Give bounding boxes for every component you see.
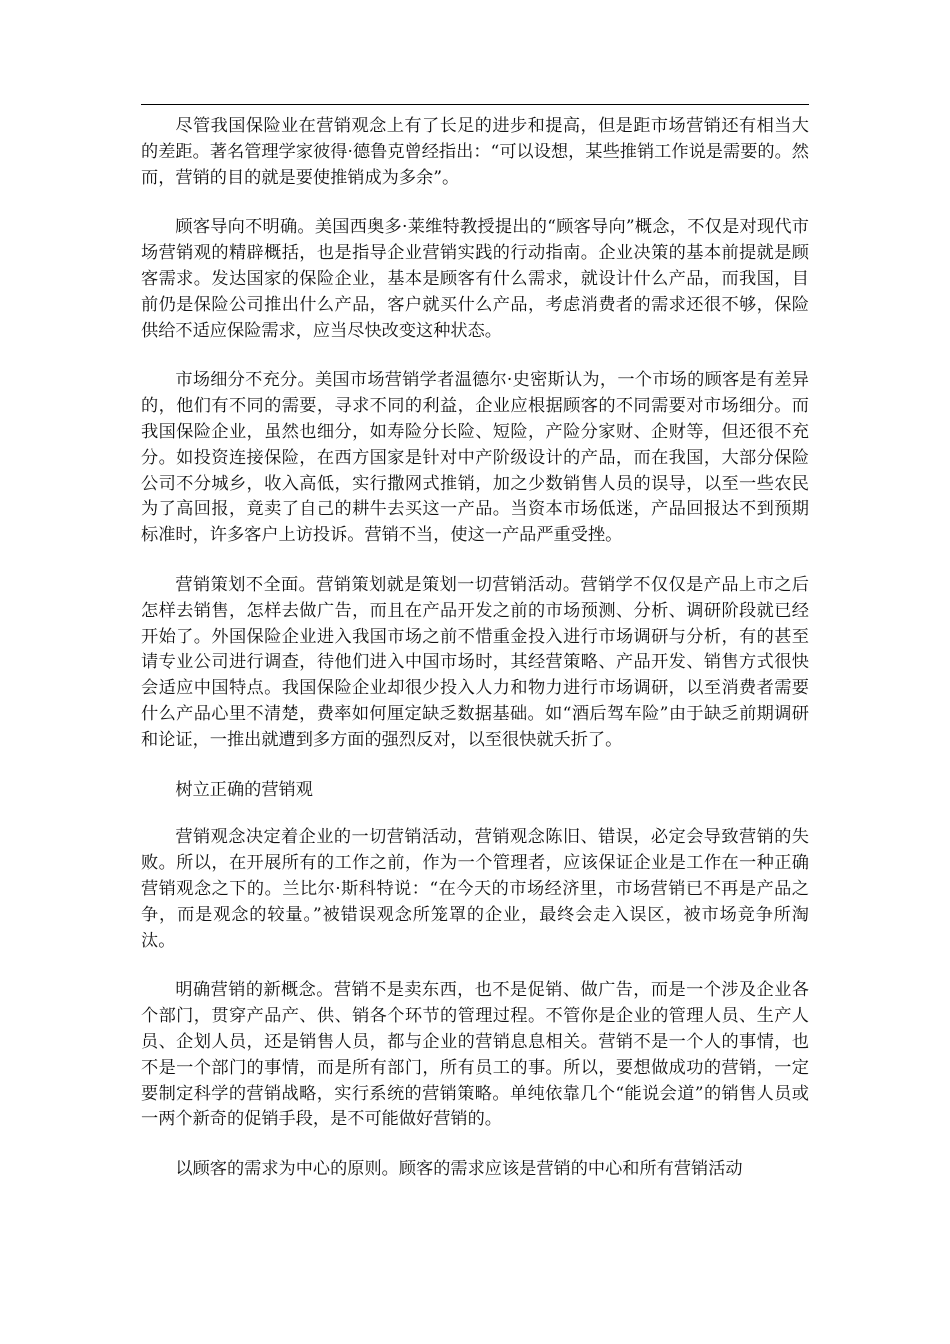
paragraph-marketing-concept: 营销观念决定着企业的一切营销活动，营销观念陈旧、错误，必定会导致营销的失败。所以，在开展所有的工作之前，作为一个管理者，应该保证企业是工作在一种正确营销观念之下的。兰比尔·斯科特说：“在今天的市场经济里，市场营销已不再是产品之争，而是观念的较量。”被错误观念所笼罩的企业，最终会走入误区，被市场竞争所淘汰。 [141,827,809,951]
paragraph-marketing-planning: 营销策划不全面。营销策划就是策划一切营销活动。营销学不仅仅是产品上市之后怎样去销售，怎样去做广告，而且在产品开发之前的市场预测、分析、调研阶段就已经开始了。外国保险企业进入我国市场之前不惜重金投入进行市场调研与分析，有的甚至请专业公司进行调查，待他们进入中国市场时，其经营策略、产品开发、销售方式很快会适应中国特点。我国保险企业却很少投入人力和物力进行市场调研，以至消费者需要什么产品心里不清楚，费率如何厘定缺乏数据基础。如“酒后驾车险”由于缺乏前期调研和论证，一推出就遭到多方面的强烈反对，以至很快就夭折了。 [141,574,809,750]
document-body [141,114,809,1207]
paragraph-market-segmentation: 市场细分不充分。美国市场营销学者温德尔·史密斯认为，一个市场的顾客是有差异的，他们有不同的需要，寻求不同的利益，企业应根据顾客的不同需要对市场细分。而我国保险企业，虽然也细分，如寿险分长险、短险，产险分家财、企财等，但还很不充分。如投资连接保险，在西方国家是针对中产阶级设计的产品，而在我国，大部分保险公司不分城乡，收入高低，实行撒网式推销，加之少数销售人员的误导，以至一些农民为了高回报，竟卖了自己的耕牛去买这一产品。当资本市场低迷，产品回报达不到预期标准时，许多客户上访投诉。营销不当，使这一产品严重受挫。 [141,370,809,546]
paragraph-customer-needs: 以顾客的需求为中心的原则。顾客的需求应该是营销的中心和所有营销活动 [175,1159,743,1180]
document-page [141,0,809,1344]
section-heading: 树立正确的营销观 [175,779,313,800]
header-rule [141,104,809,105]
paragraph-new-concept: 明确营销的新概念。营销不是卖东西，也不是促销、做广告，而是一个涉及企业各个部门，贯穿产品产、供、销各个环节的管理过程。不管你是企业的管理人员、生产人员、企划人员，还是销售人员，都与企业的营销息息相关。营销不是一个人的事情，也不是一个部门的事情，而是所有部门，所有员工的事。所以，要想做成功的营销，一定要制定科学的营销战略，实行系统的营销策略。单纯依靠几个“能说会道”的销售人员或一两个新奇的促销手段，是不可能做好营销的。 [141,980,809,1130]
paragraph-gap-intro: 尽管我国保险业在营销观念上有了长足的进步和提高，但是距市场营销还有相当大的差距。著名管理学家彼得·德鲁克曾经指出：“可以设想，某些推销工作说是需要的。然而，营销的目的就是要使推销成为多余”。 [141,116,809,188]
paragraph-customer-orientation: 顾客导向不明确。美国西奥多·莱维特教授提出的“顾客导向”概念，不仅是对现代市场营销观的精辟概括，也是指导企业营销实践的行动指南。企业决策的基本前提就是顾客需求。发达国家的保险企业，基本是顾客有什么需求，就设计什么产品，而我国，目前仍是保险公司推出什么产品，客户就买什么产品，考虑消费者的需求还很不够，保险供给不适应保险需求，应当尽快改变这种状态。 [141,217,809,341]
